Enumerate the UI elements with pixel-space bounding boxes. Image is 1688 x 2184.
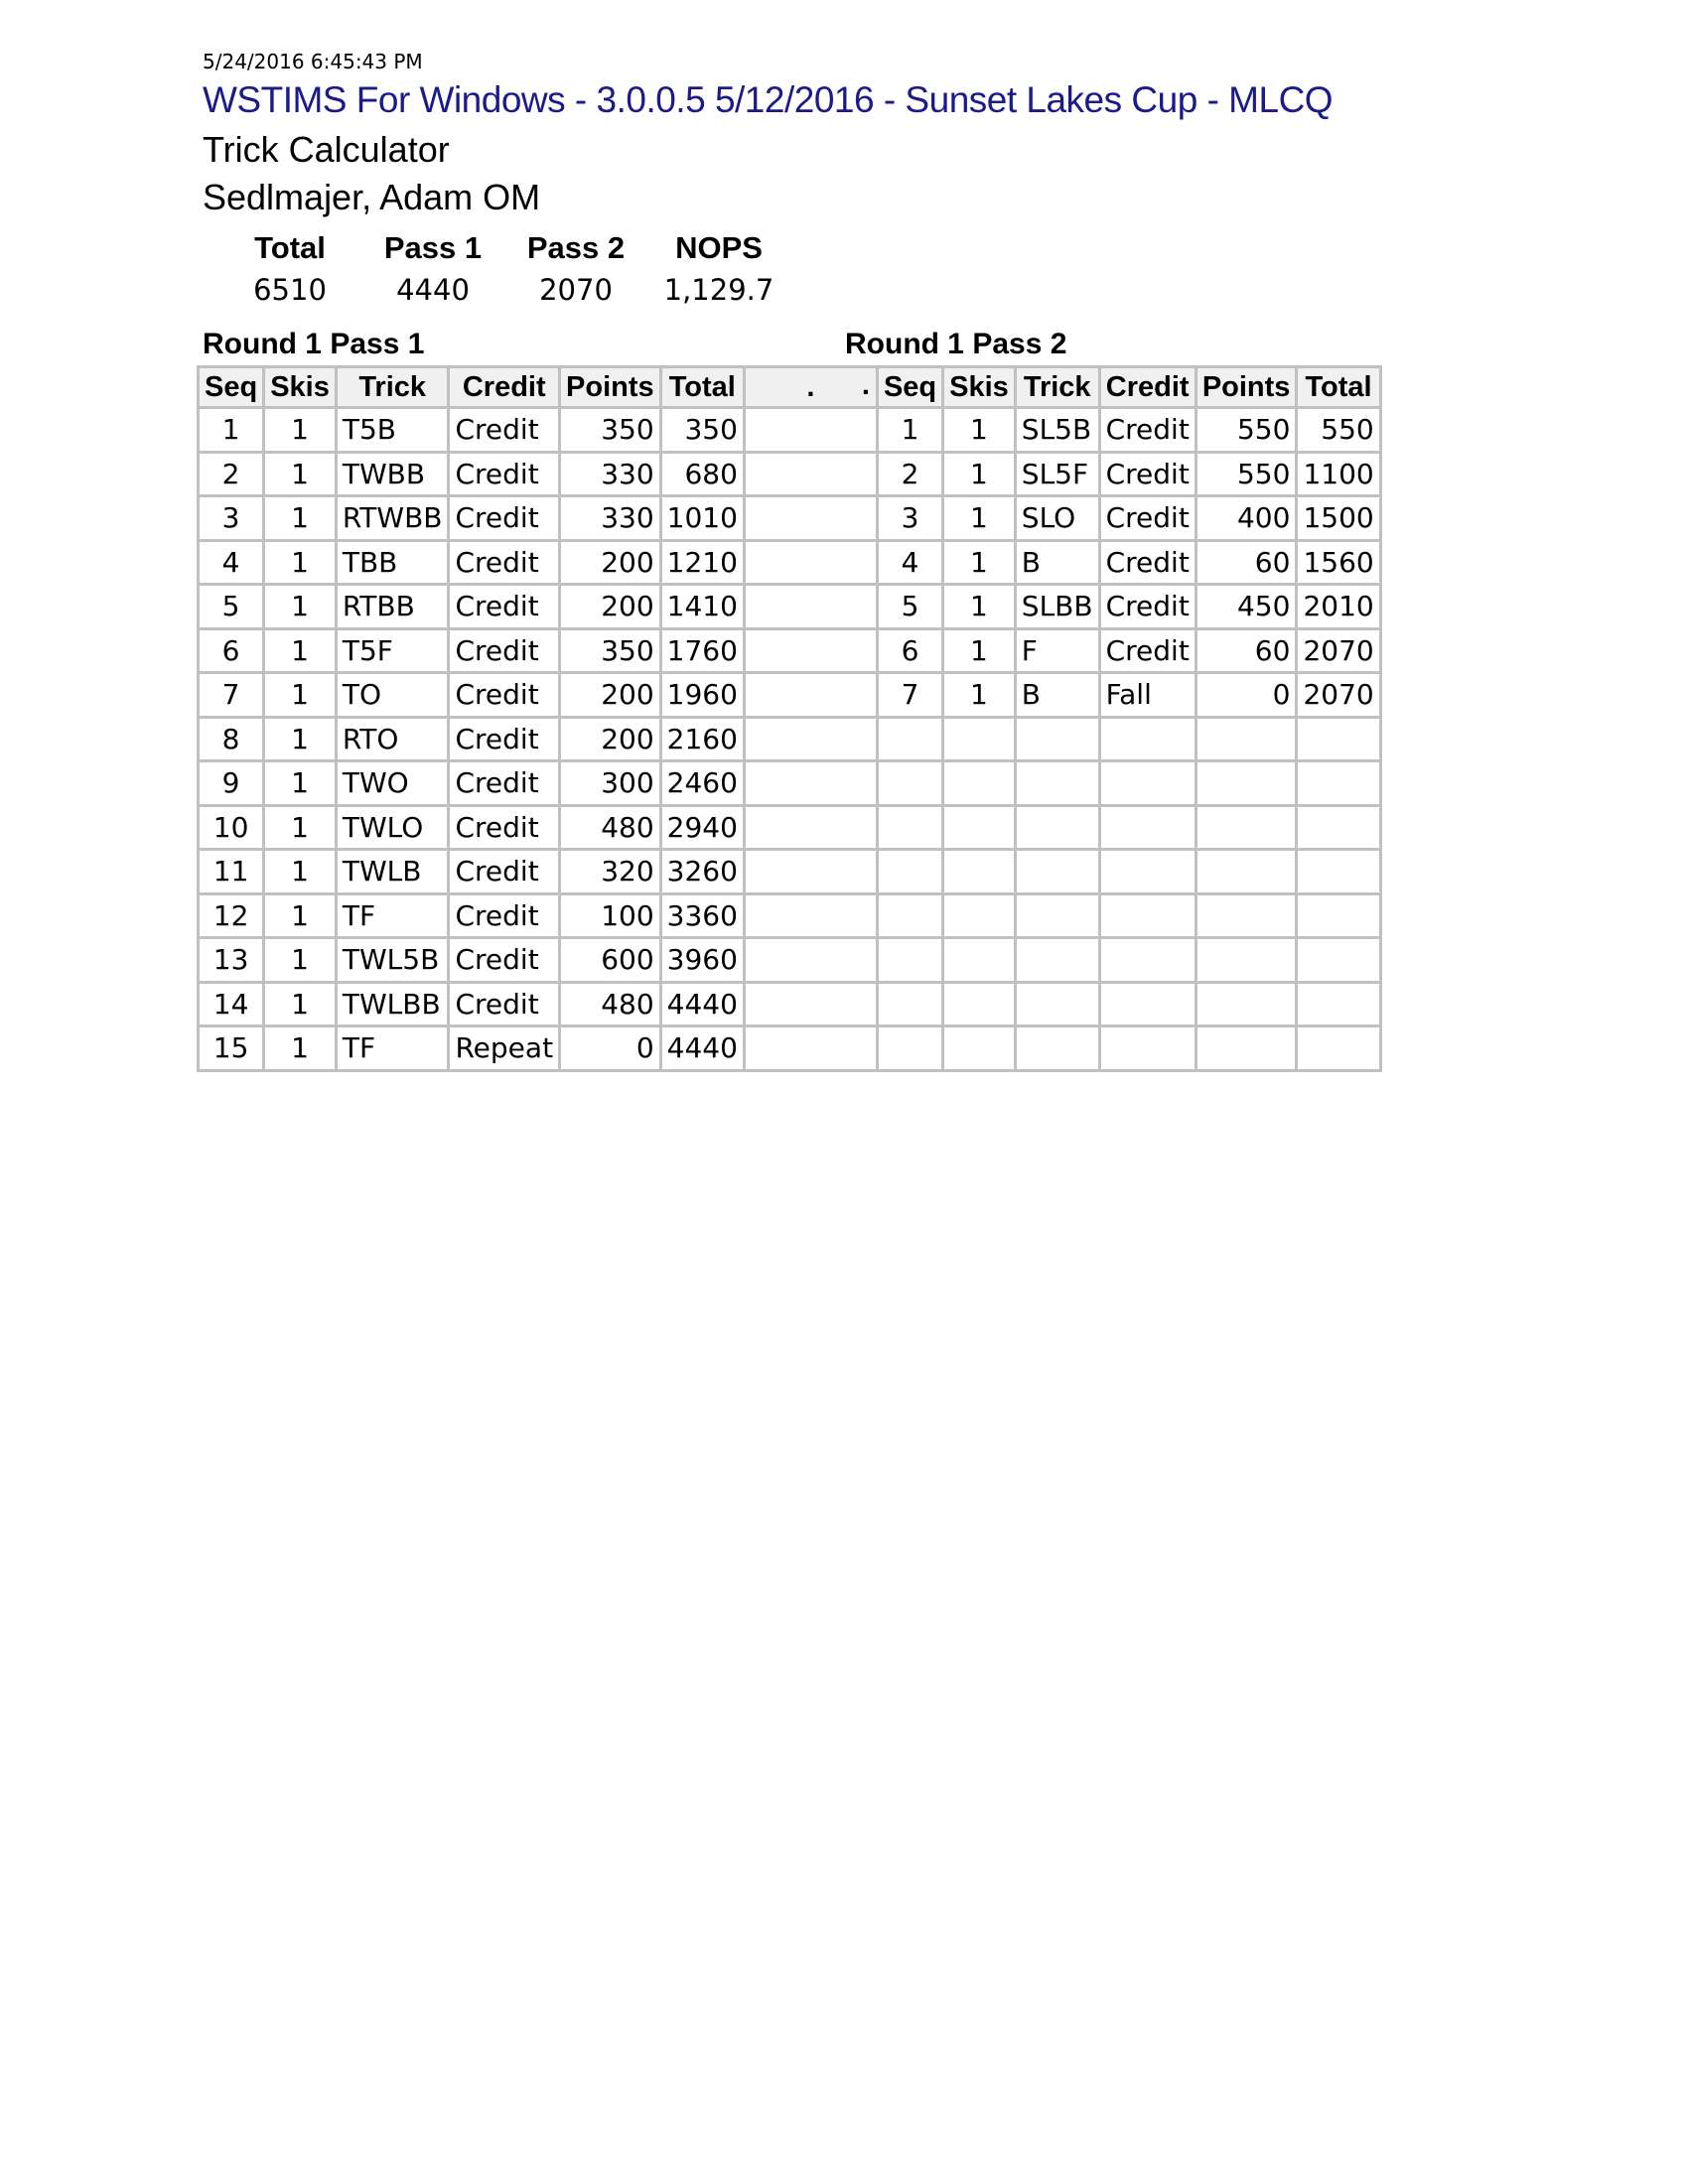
pass2-cell-credit bbox=[1099, 1026, 1196, 1071]
pass2-cell-total bbox=[1297, 1026, 1380, 1071]
pass2-cell-points bbox=[1196, 805, 1297, 850]
pass1-cell-total: 3960 bbox=[660, 938, 744, 983]
pass2-cell-skis bbox=[943, 893, 1016, 938]
summary-value-nops: 1,129.7 bbox=[663, 273, 774, 307]
pass2-cell-credit bbox=[1099, 761, 1196, 806]
separator-cell bbox=[744, 408, 877, 453]
table-row bbox=[199, 496, 1381, 541]
pass2-cell-credit: Credit bbox=[1099, 628, 1196, 673]
pass2-cell-credit: Credit bbox=[1099, 452, 1196, 496]
pass1-cell-credit: Credit bbox=[449, 628, 560, 673]
pass2-cell-total bbox=[1297, 850, 1380, 894]
pass2-cell-credit bbox=[1099, 938, 1196, 983]
pass2-cell-total: 550 bbox=[1297, 408, 1380, 453]
pass2-cell-trick bbox=[1015, 982, 1099, 1026]
pass2-cell-points: 450 bbox=[1196, 585, 1297, 629]
pass1-cell-total: 2940 bbox=[660, 805, 744, 850]
pass1-cell-credit: Credit bbox=[449, 717, 560, 761]
pass2-cell-skis bbox=[943, 717, 1016, 761]
separator-cell bbox=[744, 496, 877, 541]
pass1-cell-total: 4440 bbox=[660, 982, 744, 1026]
pass2-cell-points bbox=[1196, 893, 1297, 938]
pass2-cell-points bbox=[1196, 1026, 1297, 1071]
pass2-cell-skis bbox=[943, 1026, 1016, 1071]
pass1-cell-seq: 15 bbox=[199, 1026, 264, 1071]
pass2-cell-points: 550 bbox=[1196, 452, 1297, 496]
col-header-credit: Credit bbox=[449, 367, 560, 408]
pass2-cell-seq: 5 bbox=[877, 585, 942, 629]
report-title: Trick Calculator bbox=[203, 129, 450, 170]
pass1-cell-points: 100 bbox=[560, 893, 661, 938]
pass2-cell-points: 60 bbox=[1196, 540, 1297, 585]
pass1-cell-total: 1960 bbox=[660, 673, 744, 718]
pass2-cell-trick: SL5F bbox=[1015, 452, 1099, 496]
pass1-cell-trick: TWLB bbox=[336, 850, 449, 894]
pass1-cell-total: 1410 bbox=[660, 585, 744, 629]
pass2-cell-seq: 3 bbox=[877, 496, 942, 541]
pass2-cell-skis: 1 bbox=[943, 452, 1016, 496]
pass1-cell-points: 330 bbox=[560, 496, 661, 541]
pass2-cell-total: 2070 bbox=[1297, 673, 1380, 718]
pass2-cell-skis bbox=[943, 938, 1016, 983]
pass2-cell-skis bbox=[943, 850, 1016, 894]
pass2-cell-seq bbox=[877, 982, 942, 1026]
pass1-cell-trick: TWL5B bbox=[336, 938, 449, 983]
col-header-skis-pass2: Skis bbox=[943, 367, 1016, 408]
pass1-cell-points: 200 bbox=[560, 673, 661, 718]
pass1-cell-points: 350 bbox=[560, 628, 661, 673]
pass2-cell-points bbox=[1196, 982, 1297, 1026]
pass1-cell-skis: 1 bbox=[264, 452, 337, 496]
pass1-cell-trick: TO bbox=[336, 673, 449, 718]
pass2-cell-total: 1100 bbox=[1297, 452, 1380, 496]
pass2-cell-total bbox=[1297, 938, 1380, 983]
pass1-cell-total: 1760 bbox=[660, 628, 744, 673]
pass1-cell-seq: 4 bbox=[199, 540, 264, 585]
pass1-cell-credit: Credit bbox=[449, 982, 560, 1026]
pass1-cell-skis: 1 bbox=[264, 982, 337, 1026]
pass2-cell-total: 1500 bbox=[1297, 496, 1380, 541]
separator-cell bbox=[744, 761, 877, 806]
pass2-cell-trick: B bbox=[1015, 540, 1099, 585]
pass1-cell-credit: Credit bbox=[449, 850, 560, 894]
skier-name: Sedlmajer, Adam OM bbox=[203, 177, 541, 217]
pass2-cell-trick bbox=[1015, 717, 1099, 761]
pass2-cell-total bbox=[1297, 805, 1380, 850]
pass2-cell-points bbox=[1196, 717, 1297, 761]
pass2-cell-points bbox=[1196, 761, 1297, 806]
separator-mark-right: . bbox=[861, 369, 870, 401]
pass1-cell-trick: TWLBB bbox=[336, 982, 449, 1026]
pass1-cell-seq: 11 bbox=[199, 850, 264, 894]
pass2-cell-trick: SL5B bbox=[1015, 408, 1099, 453]
pass1-cell-skis: 1 bbox=[264, 938, 337, 983]
separator-cell bbox=[744, 1026, 877, 1071]
pass1-cell-seq: 10 bbox=[199, 805, 264, 850]
pass1-cell-credit: Credit bbox=[449, 893, 560, 938]
pass2-cell-trick: SLO bbox=[1015, 496, 1099, 541]
separator-cell bbox=[744, 673, 877, 718]
pass1-cell-skis: 1 bbox=[264, 805, 337, 850]
pass2-cell-trick bbox=[1015, 938, 1099, 983]
summary-header-pass2: Pass 2 bbox=[526, 230, 626, 265]
pass1-cell-seq: 13 bbox=[199, 938, 264, 983]
pass1-cell-seq: 14 bbox=[199, 982, 264, 1026]
pass1-cell-points: 0 bbox=[560, 1026, 661, 1071]
pass1-cell-credit: Repeat bbox=[449, 1026, 560, 1071]
pass1-cell-seq: 7 bbox=[199, 673, 264, 718]
pass2-cell-seq: 1 bbox=[877, 408, 942, 453]
separator-cell bbox=[744, 982, 877, 1026]
pass2-cell-total: 2070 bbox=[1297, 628, 1380, 673]
pass2-cell-points: 60 bbox=[1196, 628, 1297, 673]
pass2-cell-trick bbox=[1015, 850, 1099, 894]
table-row bbox=[199, 761, 1381, 806]
pass2-cell-credit bbox=[1099, 893, 1196, 938]
pass1-cell-trick: TWBB bbox=[336, 452, 449, 496]
pass1-cell-seq: 1 bbox=[199, 408, 264, 453]
pass1-cell-trick: TBB bbox=[336, 540, 449, 585]
pass2-cell-seq bbox=[877, 761, 942, 806]
pass1-cell-seq: 12 bbox=[199, 893, 264, 938]
separator-cell bbox=[744, 585, 877, 629]
separator-mark-left: . bbox=[806, 370, 815, 403]
pass1-cell-total: 680 bbox=[660, 452, 744, 496]
pass2-cell-credit: Fall bbox=[1099, 673, 1196, 718]
pass2-cell-seq bbox=[877, 1026, 942, 1071]
col-header-credit-pass2: Credit bbox=[1099, 367, 1196, 408]
pass1-cell-skis: 1 bbox=[264, 1026, 337, 1071]
pass1-cell-credit: Credit bbox=[449, 805, 560, 850]
pass1-cell-credit: Credit bbox=[449, 938, 560, 983]
table-row bbox=[199, 628, 1381, 673]
pass1-cell-credit: Credit bbox=[449, 452, 560, 496]
table-row bbox=[199, 452, 1381, 496]
pass2-cell-trick bbox=[1015, 761, 1099, 806]
pass2-cell-seq: 4 bbox=[877, 540, 942, 585]
separator-cell bbox=[744, 938, 877, 983]
pass1-cell-credit: Credit bbox=[449, 540, 560, 585]
pass2-cell-trick bbox=[1015, 1026, 1099, 1071]
table-row bbox=[199, 850, 1381, 894]
pass1-cell-seq: 6 bbox=[199, 628, 264, 673]
pass1-cell-trick: T5F bbox=[336, 628, 449, 673]
pass2-cell-skis bbox=[943, 761, 1016, 806]
pass1-cell-seq: 3 bbox=[199, 496, 264, 541]
trick-table bbox=[197, 365, 1382, 1072]
pass1-cell-skis: 1 bbox=[264, 408, 337, 453]
pass2-cell-seq bbox=[877, 893, 942, 938]
pass1-cell-seq: 8 bbox=[199, 717, 264, 761]
pass1-cell-trick: T5B bbox=[336, 408, 449, 453]
separator-cell bbox=[744, 628, 877, 673]
pass1-cell-credit: Credit bbox=[449, 496, 560, 541]
pass1-cell-skis: 1 bbox=[264, 893, 337, 938]
separator-cell bbox=[744, 540, 877, 585]
summary-header-pass1: Pass 1 bbox=[383, 230, 483, 265]
table-row bbox=[199, 585, 1381, 629]
pass2-cell-total bbox=[1297, 982, 1380, 1026]
summary-value-pass1: 4440 bbox=[396, 273, 470, 307]
pass1-cell-total: 1210 bbox=[660, 540, 744, 585]
pass2-cell-trick: SLBB bbox=[1015, 585, 1099, 629]
pass1-cell-points: 320 bbox=[560, 850, 661, 894]
pass2-cell-credit: Credit bbox=[1099, 540, 1196, 585]
app-title: WSTIMS For Windows - 3.0.0.5 5/12/2016 - Sunset Lakes Cup - MLCQ bbox=[203, 79, 1334, 120]
pass1-cell-points: 480 bbox=[560, 982, 661, 1026]
col-header-seq: Seq bbox=[199, 367, 264, 408]
pass2-cell-points: 550 bbox=[1196, 408, 1297, 453]
col-header-points: Points bbox=[560, 367, 661, 408]
pass2-cell-seq bbox=[877, 717, 942, 761]
table-row bbox=[199, 982, 1381, 1026]
pass2-cell-total bbox=[1297, 761, 1380, 806]
pass2-cell-points bbox=[1196, 938, 1297, 983]
pass2-cell-credit bbox=[1099, 850, 1196, 894]
table-row bbox=[199, 805, 1381, 850]
pass2-cell-skis: 1 bbox=[943, 585, 1016, 629]
pass2-cell-points: 0 bbox=[1196, 673, 1297, 718]
col-header-trick: Trick bbox=[336, 367, 449, 408]
separator-cell bbox=[744, 717, 877, 761]
pass2-cell-skis bbox=[943, 805, 1016, 850]
pass2-label: Round 1 Pass 2 bbox=[845, 328, 1067, 360]
pass1-cell-points: 200 bbox=[560, 540, 661, 585]
separator-cell bbox=[744, 850, 877, 894]
pass2-cell-seq bbox=[877, 938, 942, 983]
col-header-total-pass2: Total bbox=[1297, 367, 1380, 408]
pass2-cell-seq: 7 bbox=[877, 673, 942, 718]
pass2-cell-total: 2010 bbox=[1297, 585, 1380, 629]
pass1-cell-skis: 1 bbox=[264, 585, 337, 629]
pass1-label: Round 1 Pass 1 bbox=[203, 328, 425, 360]
pass1-cell-trick: RTWBB bbox=[336, 496, 449, 541]
pass1-cell-skis: 1 bbox=[264, 850, 337, 894]
pass2-cell-credit: Credit bbox=[1099, 496, 1196, 541]
table-row bbox=[199, 893, 1381, 938]
pass1-cell-seq: 2 bbox=[199, 452, 264, 496]
pass1-cell-trick: TWLO bbox=[336, 805, 449, 850]
pass1-cell-credit: Credit bbox=[449, 673, 560, 718]
table-row bbox=[199, 408, 1381, 453]
pass1-cell-seq: 9 bbox=[199, 761, 264, 806]
pass2-cell-credit bbox=[1099, 717, 1196, 761]
pass2-cell-credit: Credit bbox=[1099, 585, 1196, 629]
pass2-cell-points: 400 bbox=[1196, 496, 1297, 541]
pass1-cell-total: 1010 bbox=[660, 496, 744, 541]
pass1-cell-trick: RTBB bbox=[336, 585, 449, 629]
pass2-cell-skis: 1 bbox=[943, 496, 1016, 541]
pass1-cell-credit: Credit bbox=[449, 761, 560, 806]
pass1-cell-points: 600 bbox=[560, 938, 661, 983]
summary-header-nops: NOPS bbox=[675, 230, 763, 265]
pass2-cell-skis: 1 bbox=[943, 628, 1016, 673]
col-header-total: Total bbox=[660, 367, 744, 408]
pass1-cell-total: 350 bbox=[660, 408, 744, 453]
pass1-cell-trick: TWO bbox=[336, 761, 449, 806]
pass1-cell-total: 3260 bbox=[660, 850, 744, 894]
pass1-cell-total: 2160 bbox=[660, 717, 744, 761]
pass1-cell-skis: 1 bbox=[264, 673, 337, 718]
table-header-row bbox=[199, 367, 1381, 408]
pass1-cell-skis: 1 bbox=[264, 540, 337, 585]
pass1-cell-points: 330 bbox=[560, 452, 661, 496]
pass2-cell-credit bbox=[1099, 805, 1196, 850]
pass2-cell-seq: 6 bbox=[877, 628, 942, 673]
pass1-cell-points: 200 bbox=[560, 717, 661, 761]
summary-value-pass2: 2070 bbox=[539, 273, 613, 307]
pass2-cell-trick: F bbox=[1015, 628, 1099, 673]
pass2-cell-total bbox=[1297, 893, 1380, 938]
pass1-cell-trick: TF bbox=[336, 893, 449, 938]
pass2-cell-skis: 1 bbox=[943, 408, 1016, 453]
table-row bbox=[199, 717, 1381, 761]
pass1-cell-skis: 1 bbox=[264, 496, 337, 541]
table-row bbox=[199, 938, 1381, 983]
col-header-points-pass2: Points bbox=[1196, 367, 1297, 408]
pass2-cell-total bbox=[1297, 717, 1380, 761]
pass1-cell-total: 4440 bbox=[660, 1026, 744, 1071]
col-header-skis: Skis bbox=[264, 367, 337, 408]
pass2-cell-credit bbox=[1099, 982, 1196, 1026]
pass2-cell-total: 1560 bbox=[1297, 540, 1380, 585]
summary-value-total: 6510 bbox=[253, 273, 327, 307]
table-row bbox=[199, 1026, 1381, 1071]
pass1-cell-credit: Credit bbox=[449, 585, 560, 629]
separator-cell bbox=[744, 452, 877, 496]
pass1-cell-total: 2460 bbox=[660, 761, 744, 806]
separator-cell bbox=[744, 805, 877, 850]
col-header-trick-pass2: Trick bbox=[1015, 367, 1099, 408]
pass1-cell-points: 480 bbox=[560, 805, 661, 850]
col-header-seq-pass2: Seq bbox=[877, 367, 942, 408]
table-row bbox=[199, 540, 1381, 585]
report-timestamp: 5/24/2016 6:45:43 PM bbox=[203, 50, 423, 73]
pass1-cell-skis: 1 bbox=[264, 761, 337, 806]
pass2-cell-skis: 1 bbox=[943, 673, 1016, 718]
pass2-cell-seq bbox=[877, 850, 942, 894]
pass1-cell-total: 3360 bbox=[660, 893, 744, 938]
pass2-cell-skis bbox=[943, 982, 1016, 1026]
pass2-cell-seq bbox=[877, 805, 942, 850]
pass1-cell-seq: 5 bbox=[199, 585, 264, 629]
pass1-cell-skis: 1 bbox=[264, 628, 337, 673]
pass1-cell-points: 200 bbox=[560, 585, 661, 629]
score-summary bbox=[218, 226, 790, 310]
table-row bbox=[199, 673, 1381, 718]
pass1-cell-trick: RTO bbox=[336, 717, 449, 761]
pass1-cell-points: 300 bbox=[560, 761, 661, 806]
pass1-cell-credit: Credit bbox=[449, 408, 560, 453]
pass2-cell-points bbox=[1196, 850, 1297, 894]
pass2-cell-skis: 1 bbox=[943, 540, 1016, 585]
pass1-cell-points: 350 bbox=[560, 408, 661, 453]
pass1-cell-skis: 1 bbox=[264, 717, 337, 761]
summary-header-total: Total bbox=[254, 230, 326, 265]
pass2-cell-trick: B bbox=[1015, 673, 1099, 718]
pass2-cell-trick bbox=[1015, 805, 1099, 850]
pass2-cell-trick bbox=[1015, 893, 1099, 938]
separator-cell bbox=[744, 893, 877, 938]
pass1-cell-trick: TF bbox=[336, 1026, 449, 1071]
col-header-separator bbox=[744, 367, 877, 408]
pass2-cell-credit: Credit bbox=[1099, 408, 1196, 453]
pass2-cell-seq: 2 bbox=[877, 452, 942, 496]
